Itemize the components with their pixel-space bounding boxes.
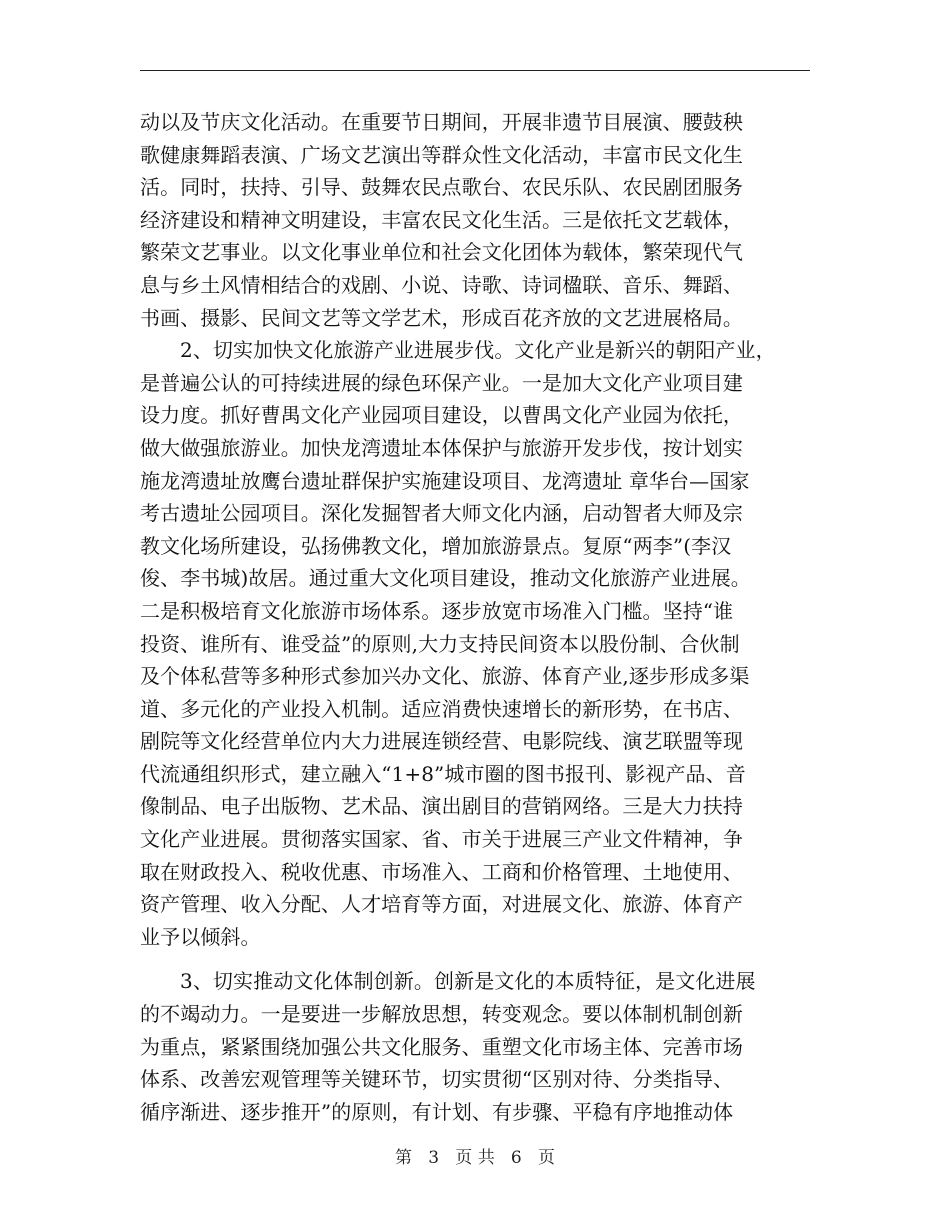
text-line: 做大做强旅游业。加快龙湾遗址本体保护与旅游开发步伐，按计划实: [140, 435, 743, 460]
footer-total-pages: 6: [510, 1148, 522, 1168]
text-line: 教文化场所建设，弘扬佛教文化，增加旅游景点。复原“两李”(李汉: [140, 533, 732, 558]
footer-page-number: 3: [428, 1148, 440, 1168]
footer-middle: 页 共: [455, 1148, 495, 1168]
footer-suffix: 页: [537, 1148, 555, 1168]
text-line: 动以及节庆文化活动。在重要节日期间，开展非遗节目展演、腰鼓秧: [140, 110, 743, 134]
text-line: 繁荣文艺事业。以文化事业单位和社会文化团体为载体，繁荣现代气: [140, 240, 743, 265]
text-line: 投资、谁所有、谁受益”的原则,大力支持民间资本以股份制、合伙制: [140, 631, 740, 656]
text-line: 取在财政投入、税收优惠、市场准入、工商和价格管理、土地使用、: [140, 859, 743, 884]
text-line: 体系、改善宏观管理等关键环节，切实贯彻“区别对待、分类指导、: [140, 1067, 734, 1092]
text-line: 剧院等文化经营单位内大力进展连锁经营、电影院线、演艺联盟等现: [140, 729, 743, 754]
text-line: 及个体私营等多种形式参加兴办文化、旅游、体育产业,逐步形成多渠: [140, 664, 750, 689]
text-line: 像制品、电子出版物、艺术品、演出剧目的营销网络。三是大力扶持: [140, 794, 743, 819]
text-line: 二是积极培育文化旅游市场体系。逐步放宽市场准入门槛。坚持“谁: [140, 598, 734, 623]
text-line: 歌健康舞蹈表演、广场文艺演出等群众性文化活动，丰富市民文化生: [140, 142, 743, 167]
text-line: 循序渐进、逐步推开”的原则，有计划、有步骤、平稳有序地推动体: [140, 1099, 734, 1124]
text-line: 3、切实推动文化体制创新。创新是文化的本质特征，是文化进展: [180, 969, 756, 994]
text-line: 经济建设和精神文明建设，丰富农民文化生活。三是依托文艺载体，: [140, 207, 743, 232]
page-footer: [0, 1146, 950, 1170]
text-line: 2、切实加快文化旅游产业进展步伐。文化产业是新兴的朝阳产业，: [180, 338, 776, 363]
text-line: 代流通组织形式，建立融入“1+8”城市圈的图书报刊、影视产品、音: [140, 761, 746, 786]
text-line: 道、多元化的产业投入机制。适应消费快速增长的新形势，在书店、: [140, 696, 743, 721]
body-text: [140, 106, 812, 1128]
text-line: 设力度。抓好曹禺文化产业园项目建设，以曹禺文化产业园为依托，: [140, 403, 743, 428]
text-line: 业予以倾斜。: [140, 924, 261, 949]
text-line: 资产管理、收入分配、人才培育等方面，对进展文化、旅游、体育产: [140, 892, 743, 917]
text-line: 文化产业进展。贯彻落实国家、省、市关于进展三产业文件精神，争: [140, 827, 743, 852]
text-line: 活。同时，扶持、引导、鼓舞农民点歌台、农民乐队、农民剧团服务: [140, 175, 743, 200]
text-line: 的不竭动力。一是要进一步解放思想，转变观念。要以体制机制创新: [140, 1002, 743, 1027]
text-line: 是普遍公认的可持续进展的绿色环保产业。一是加大文化产业项目建: [140, 370, 743, 395]
text-line: 息与乡土风情相结合的戏剧、小说、诗歌、诗词楹联、音乐、舞蹈、: [140, 272, 743, 297]
header-rule: [140, 70, 810, 71]
text-line: 考古遗址公园项目。深化发掘智者大师文化内涵，启动智者大师及宗: [140, 501, 743, 526]
text-line: 书画、摄影、民间文艺等文学艺术，形成百花齐放的文艺进展格局。: [140, 305, 743, 330]
text-line: 为重点，紧紧围绕加强公共文化服务、重塑文化市场主体、完善市场: [140, 1034, 743, 1059]
text-line: 施龙湾遗址放鹰台遗址群保护实施建设项目、龙湾遗址 章华台—国家: [140, 468, 750, 493]
footer-prefix: 第: [395, 1148, 413, 1168]
text-line: 俊、李书城)故居。通过重大文化项目建设，推动文化旅游产业进展。: [140, 566, 751, 591]
